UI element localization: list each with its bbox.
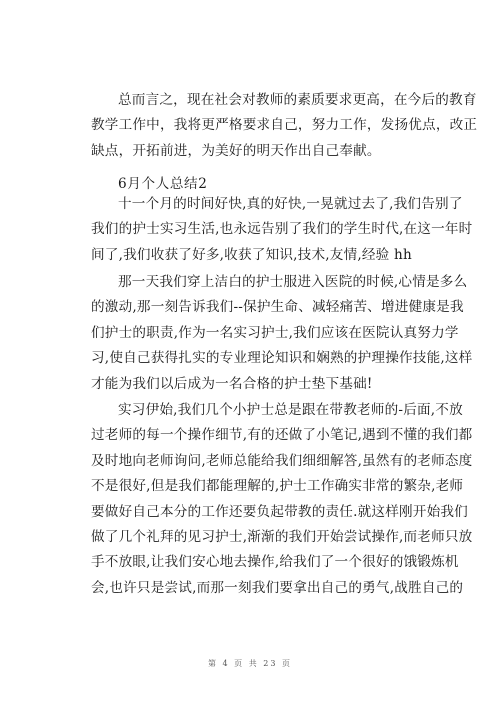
- text-line: 的激动,那一刻告诉我们--保护生命、减轻痛苦、增进健康是我: [91, 299, 464, 316]
- text-line: 间了,我们收获了好多,收获了知识,技术,友情,经验 hh: [91, 246, 412, 263]
- text-line: 缺点，开拓前进，为美好的明天作出自己奉献。: [91, 142, 381, 159]
- text-line: 们护士的职责,作为一名实习护士,我们应该在医院认真努力学: [91, 324, 459, 341]
- text-line: 做了几个礼拜的见习护士,渐渐的我们开始尝试操作,而老师只放: [91, 529, 473, 546]
- text-line: 实习伊始,我们几个小护士总是跟在带教老师的-后面,不放: [118, 402, 463, 418]
- text-line: 要做好自己本分的工作还要负起带教的责任.就这样刚开始我们: [91, 503, 468, 520]
- paragraph-intro: [91, 192, 473, 268]
- text-line: 才能为我们以后成为一名合格的护士垫下基础!: [91, 375, 373, 392]
- section-heading: 6月个人总结2: [118, 176, 208, 192]
- text-line: 教学工作中，我将更严格要求自己，努力工作，发扬优点，改正: [91, 117, 478, 134]
- text-line: 那一天我们穿上洁白的护士服进入医院的时候,心情是多么: [118, 274, 468, 290]
- text-line: 我们的护士实习生活,也永远告别了我们的学生时代,在这一年时: [91, 221, 473, 238]
- text-line: 习,使自己获得扎实的专业理论知识和娴熟的护理操作技能,这样: [91, 350, 473, 367]
- text-line: 会,也许只是尝试,而那一刻我们要拿出自己的勇气,战胜自己的: [91, 579, 464, 596]
- page-footer: 第 4 页 共 23 页: [208, 659, 292, 668]
- text-line: 不是很好,但是我们都能理解的,护士工作确实非常的繁杂,老师: [91, 478, 464, 495]
- text-line: 十一个月的时间好快,真的好快,一晃就过去了,我们告别了: [118, 196, 463, 212]
- text-line: 手不放眼,让我们安心地去操作,给我们了一个很好的饿锻炼机: [91, 554, 459, 571]
- text-line: 过老师的每一个操作细节,有的还做了小笔记,遇到不懂的我们都: [91, 427, 473, 444]
- text-line: 及时地向老师询问,老师总能给我们细细解答,虽然有的老师态度: [91, 452, 473, 469]
- paragraph-internship: [91, 398, 473, 601]
- paragraph-conclusion: [91, 88, 478, 164]
- paragraph-uniform: [91, 270, 473, 397]
- text-line: 总而言之，现在社会对教师的素质要求更高，在今后的教育: [118, 92, 477, 108]
